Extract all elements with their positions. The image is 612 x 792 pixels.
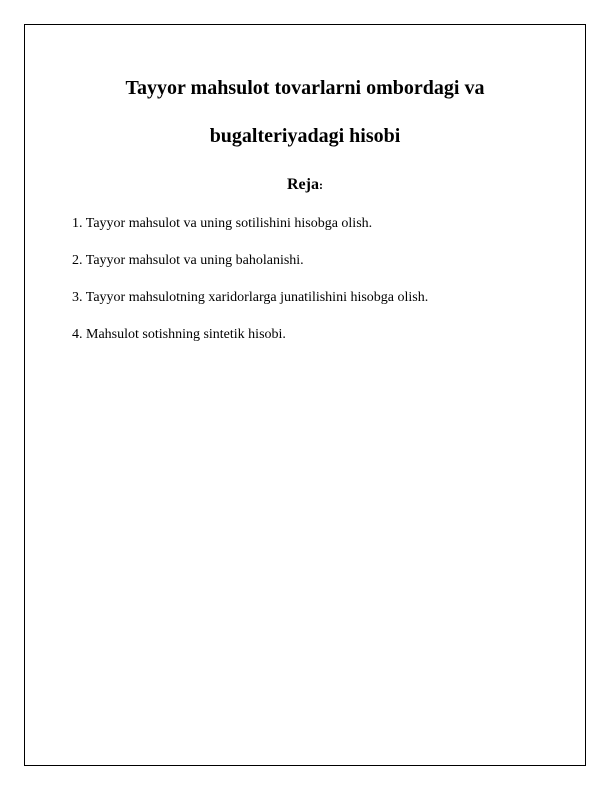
plan-heading-text: Reja [287, 176, 319, 193]
plan-item: 3. Tayyor mahsulotning xaridorlarga junatilishini hisobga olish. [72, 290, 429, 305]
plan-heading [24, 175, 586, 195]
plan-list [72, 215, 428, 363]
document-title-line-1: Tayyor mahsulot tovarlarni ombordagi va [125, 77, 485, 99]
plan-item: 4. Mahsulot sotishning sintetik hisobi. [72, 327, 286, 342]
plan-item: 1. Tayyor mahsulot va uning sotilishini hisobga olish. [72, 216, 373, 231]
document-title-line-2: bugalteriyadagi hisobi [209, 125, 401, 147]
plan-item: 2. Tayyor mahsulot va uning baholanishi. [72, 253, 304, 268]
plan-heading-colon: : [318, 178, 323, 192]
